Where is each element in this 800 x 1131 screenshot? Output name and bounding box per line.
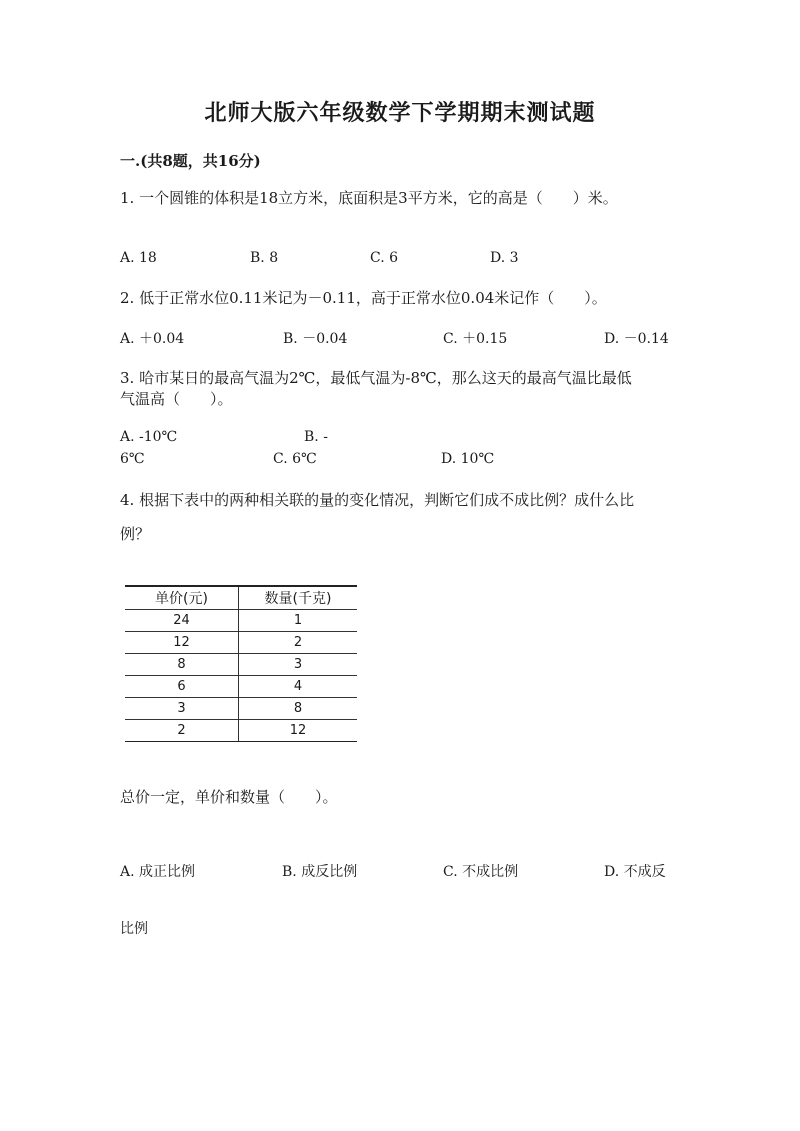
- question-1-option-c[interactable]: C. 6: [370, 250, 399, 266]
- table-row: [125, 676, 357, 698]
- question-2-option-c[interactable]: C. ＋0.15: [443, 331, 508, 347]
- page-title: 北师大版六年级数学下学期期末测试题: [204, 100, 596, 126]
- table-cell-quantity: 4: [239, 676, 358, 698]
- question-2-text: 2. 低于正常水位0.11米记为－0.11，高于正常水位0.04米记作（ ）。: [120, 289, 607, 307]
- price-quantity-table: [125, 585, 357, 742]
- table-cell-price: 2: [125, 720, 239, 742]
- table-row: [125, 720, 357, 742]
- table-cell-price: 3: [125, 698, 239, 720]
- question-3-option-b[interactable]: B. -: [304, 429, 328, 445]
- table-cell-price: 24: [125, 610, 239, 632]
- table-row: [125, 698, 357, 720]
- table-header-row: [125, 586, 357, 610]
- question-1-option-a[interactable]: A. 18: [120, 250, 157, 266]
- question-3-option-c[interactable]: C. 6℃: [273, 451, 317, 467]
- table-row: [125, 610, 357, 632]
- question-4-text-line-2: 例？: [120, 525, 151, 543]
- question-4-option-c[interactable]: C. 不成比例: [443, 864, 519, 880]
- question-1-text: 1. 一个圆锥的体积是18立方米，底面积是3平方米，它的高是（ ）米。: [120, 189, 618, 207]
- table-cell-quantity: 12: [239, 720, 358, 742]
- question-2-option-a[interactable]: A. ＋0.04: [120, 331, 185, 347]
- question-3-option-d[interactable]: D. 10℃: [441, 451, 495, 467]
- question-4-option-d-continuation: 比例: [120, 921, 148, 937]
- question-3-text-line-2: 气温高（ ）。: [120, 390, 233, 408]
- table-cell-quantity: 3: [239, 654, 358, 676]
- section-heading: 一.(共8题，共16分): [120, 152, 261, 170]
- question-3-option-a[interactable]: A. -10℃: [120, 429, 178, 445]
- question-3-option-b-continuation: 6℃: [120, 451, 145, 467]
- question-2-option-d[interactable]: D. －0.14: [604, 331, 669, 347]
- table-row: [125, 632, 357, 654]
- table-cell-price: 12: [125, 632, 239, 654]
- table-cell-price: 6: [125, 676, 239, 698]
- table-header-quantity: 数量(千克): [239, 586, 358, 610]
- question-2-option-b[interactable]: B. －0.04: [283, 331, 348, 347]
- question-4-option-a[interactable]: A. 成正比例: [120, 864, 196, 880]
- question-4-prompt: 总价一定，单价和数量（ ）。: [120, 788, 338, 806]
- table-header-price: 单价(元): [125, 586, 239, 610]
- table-row: [125, 654, 357, 676]
- table-cell-quantity: 2: [239, 632, 358, 654]
- question-3-text-line-1: 3. 哈市某日的最高气温为2℃，最低气温为-8℃，那么这天的最高气温比最低: [120, 369, 632, 387]
- table-cell-quantity: 8: [239, 698, 358, 720]
- question-4-option-d[interactable]: D. 不成反: [604, 864, 666, 880]
- table-cell-quantity: 1: [239, 610, 358, 632]
- question-1-option-b[interactable]: B. 8: [250, 250, 279, 266]
- table-cell-price: 8: [125, 654, 239, 676]
- question-4-option-b[interactable]: B. 成反比例: [282, 864, 358, 880]
- question-1-option-d[interactable]: D. 3: [490, 250, 519, 266]
- question-4-text-line-1: 4. 根据下表中的两种相关联的量的变化情况，判断它们成不成比例？成什么比: [120, 491, 635, 509]
